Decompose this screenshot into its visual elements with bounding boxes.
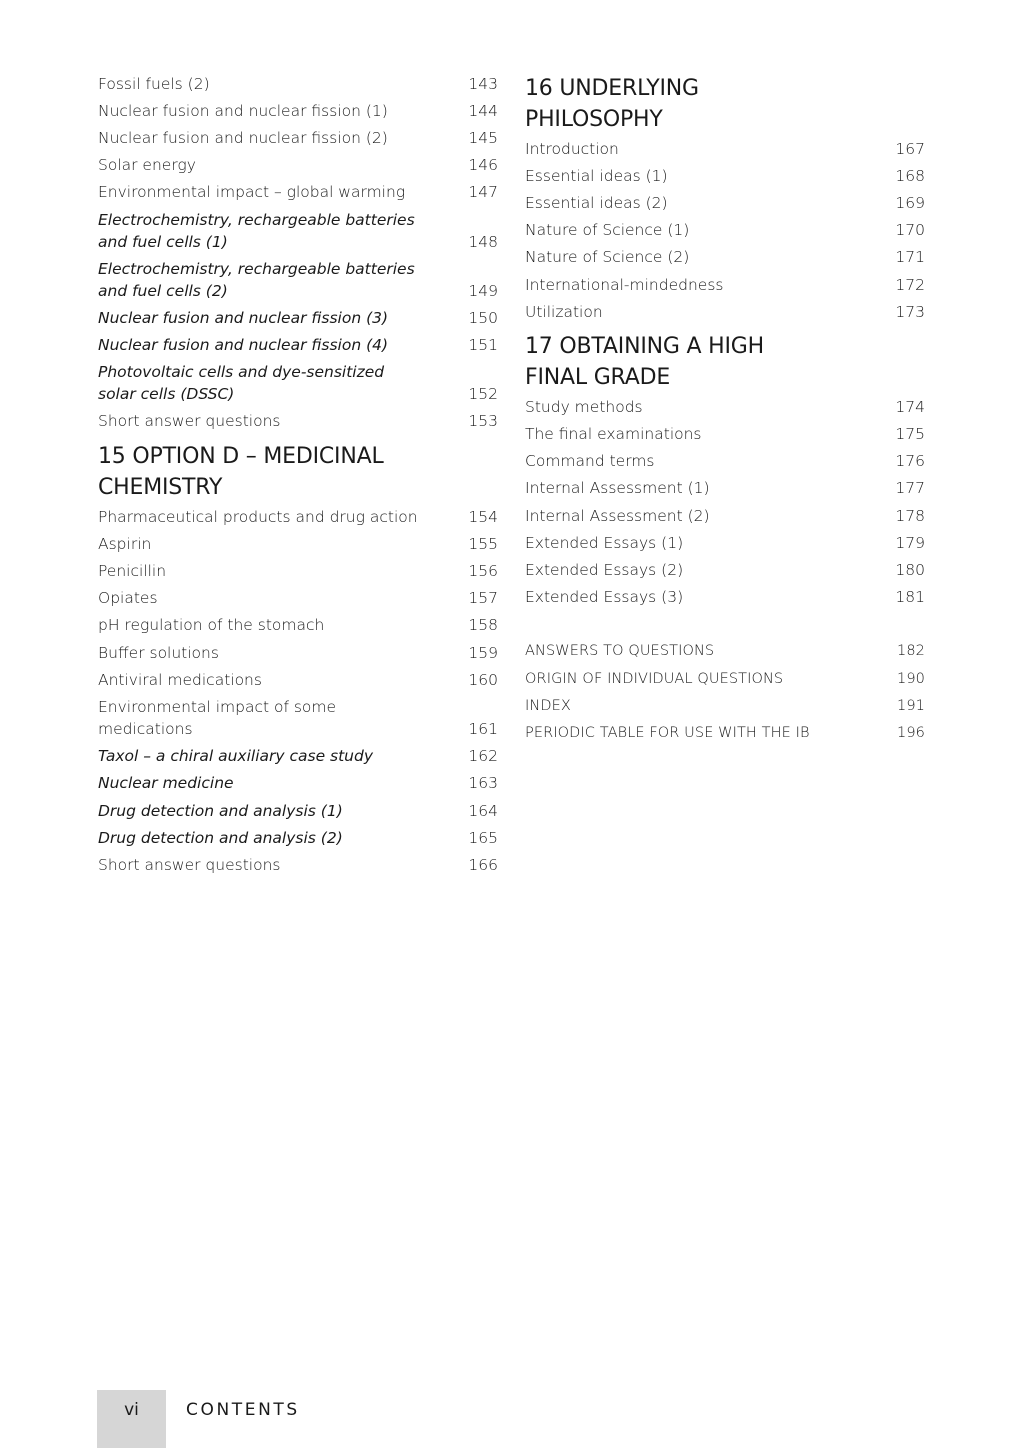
contents-right-column — [525, 70, 925, 747]
toc-entry-title: Nature of Science (1) — [525, 221, 690, 240]
toc-entry-title: Extended Essays (2) — [525, 561, 684, 580]
toc-entry[interactable] — [525, 584, 925, 611]
section-spacer — [525, 611, 925, 638]
toc-entry-page: 149 — [468, 281, 498, 300]
toc-entry[interactable] — [98, 152, 498, 179]
toc-entry-page: 175 — [895, 425, 925, 444]
toc-entry[interactable] — [98, 70, 498, 97]
toc-entry-page: 164 — [468, 801, 498, 820]
toc-entry-title: Buffer solutions — [98, 643, 219, 662]
toc-entry-title: Nuclear medicine — [98, 774, 234, 793]
toc-entry-title: Short answer questions — [98, 855, 281, 874]
toc-entry-page: 143 — [468, 74, 498, 93]
section-heading-16[interactable]: 16 UNDERLYING PHILOSOPHY — [525, 76, 699, 132]
toc-entry-page: 176 — [895, 452, 925, 471]
toc-entry-title: Extended Essays (1) — [525, 533, 684, 552]
toc-entry-page: 169 — [895, 193, 925, 212]
toc-entry-page: 167 — [895, 139, 925, 158]
toc-entry-back-matter[interactable] — [525, 638, 925, 665]
toc-entry-page: 151 — [468, 336, 498, 355]
toc-entry-title: The final examinations — [525, 425, 702, 444]
toc-entry[interactable] — [98, 743, 498, 770]
toc-entry[interactable] — [98, 206, 498, 255]
toc-entry-title: Solar energy — [98, 156, 196, 175]
toc-entry-page: 166 — [468, 855, 498, 874]
toc-entry-title: Drug detection and analysis (2) — [98, 828, 343, 847]
toc-entry[interactable] — [98, 530, 498, 557]
section-heading-15[interactable]: 15 OPTION D – MEDICINAL CHEMISTRY — [98, 444, 384, 501]
toc-entry-title: Extended Essays (3) — [525, 588, 684, 607]
toc-entry-title: ANSWERS TO QUESTIONS — [525, 643, 715, 660]
toc-entry-title: Electrochemistry, rechargeable batteries and fuel cells (2) — [98, 259, 415, 300]
toc-entry-title: PERIODIC TABLE FOR USE WITH THE IB — [525, 724, 810, 741]
toc-entry-title: INDEX — [525, 697, 571, 714]
toc-entry[interactable] — [98, 585, 498, 612]
toc-entry-back-matter[interactable] — [525, 719, 925, 746]
toc-entry-page: 173 — [895, 302, 925, 321]
toc-entry[interactable] — [525, 189, 925, 216]
toc-entry-page: 181 — [895, 588, 925, 607]
toc-entry-title: Utilization — [525, 302, 603, 321]
toc-entry-title: Antiviral medications — [98, 670, 262, 689]
toc-entry[interactable] — [98, 693, 498, 742]
toc-entry-page: 190 — [897, 670, 925, 687]
toc-entry[interactable] — [98, 851, 498, 878]
toc-entry-page: 153 — [468, 412, 498, 431]
toc-entry[interactable] — [98, 639, 498, 666]
toc-entry[interactable] — [98, 770, 498, 797]
toc-entry-title: Nuclear fusion and nuclear fission (1) — [98, 101, 388, 120]
toc-entry-page: 145 — [468, 128, 498, 147]
contents-left-column — [98, 70, 498, 879]
toc-entry-page: 154 — [468, 507, 498, 526]
toc-entry-page: 144 — [468, 101, 498, 120]
toc-entry[interactable] — [98, 797, 498, 824]
toc-entry-title: Short answer questions — [98, 412, 281, 431]
toc-entry-page: 148 — [468, 232, 498, 251]
toc-entry[interactable] — [525, 244, 925, 271]
toc-entry-page: 191 — [897, 697, 925, 714]
toc-entry-back-matter[interactable] — [525, 692, 925, 719]
toc-entry[interactable] — [525, 162, 925, 189]
toc-entry[interactable] — [98, 666, 498, 693]
toc-entry[interactable] — [98, 255, 498, 304]
toc-entry-title: Fossil fuels (2) — [98, 74, 210, 93]
toc-entry-title: Environmental impact of some medications — [98, 697, 337, 738]
toc-entry-page: 196 — [897, 724, 925, 741]
toc-entry-title: Essential ideas (2) — [525, 193, 668, 212]
toc-entry-page: 159 — [468, 643, 498, 662]
toc-entry-page: 158 — [468, 616, 498, 635]
toc-entry-title: Nature of Science (2) — [525, 248, 690, 267]
toc-entry-page: 163 — [468, 774, 498, 793]
toc-entry-page: 168 — [895, 166, 925, 185]
toc-entry[interactable] — [525, 135, 925, 162]
toc-entry-page: 162 — [468, 747, 498, 766]
toc-entry[interactable] — [98, 97, 498, 124]
toc-entry-title: Internal Assessment (1) — [525, 479, 710, 498]
toc-entry[interactable] — [525, 421, 925, 448]
footer-page-number: vi — [124, 1400, 139, 1420]
toc-entry-page: 177 — [895, 479, 925, 498]
toc-entry-page: 165 — [468, 828, 498, 847]
toc-entry-title: Drug detection and analysis (1) — [98, 801, 343, 820]
toc-entry-title: Penicillin — [98, 562, 167, 581]
footer-section-label: CONTENTS — [186, 1400, 300, 1420]
toc-entry[interactable] — [525, 529, 925, 556]
toc-entry[interactable] — [525, 502, 925, 529]
toc-entry-title: Nuclear fusion and nuclear fission (3) — [98, 308, 389, 327]
toc-entry-title: Taxol – a chiral auxiliary case study — [98, 747, 374, 766]
toc-entry[interactable] — [98, 179, 498, 206]
toc-entry[interactable] — [525, 393, 925, 420]
toc-entry[interactable] — [525, 217, 925, 244]
toc-entry-page: 172 — [895, 275, 925, 294]
toc-entry-page: 174 — [895, 397, 925, 416]
toc-entry-page: 178 — [895, 506, 925, 525]
toc-entry-title: Aspirin — [98, 534, 152, 553]
toc-entry-title: Introduction — [525, 139, 619, 158]
toc-entry[interactable] — [98, 612, 498, 639]
toc-entry-page: 170 — [895, 221, 925, 240]
toc-entry-page: 179 — [895, 533, 925, 552]
toc-entry[interactable] — [525, 475, 925, 502]
toc-entry-title: Photovoltaic cells and dye-sensitized solar cells (DSSC) — [98, 363, 385, 404]
toc-entry-title: Nuclear fusion and nuclear fission (4) — [98, 336, 389, 355]
toc-entry-title: Pharmaceutical products and drug action — [98, 507, 418, 526]
toc-entry-page: 150 — [468, 308, 498, 327]
toc-entry[interactable] — [98, 503, 498, 530]
toc-entry-title: Command terms — [525, 452, 655, 471]
toc-entry-page: 146 — [468, 156, 498, 175]
toc-entry-title: Environmental impact – global warming — [98, 183, 406, 202]
toc-entry-page: 182 — [897, 643, 925, 660]
toc-entry-back-matter[interactable] — [525, 665, 925, 692]
toc-entry[interactable] — [98, 359, 498, 408]
toc-entry-page: 156 — [468, 562, 498, 581]
toc-entry-page: 160 — [468, 670, 498, 689]
toc-entry-page: 161 — [468, 719, 498, 738]
toc-entry[interactable] — [525, 271, 925, 298]
toc-entry-title: Nuclear fusion and nuclear fission (2) — [98, 128, 388, 147]
toc-entry[interactable] — [98, 557, 498, 584]
toc-entry[interactable] — [98, 124, 498, 151]
toc-entry[interactable] — [525, 448, 925, 475]
toc-entry-page: 152 — [468, 385, 498, 404]
section-heading-17[interactable]: 17 OBTAINING A HIGH FINAL GRADE — [525, 334, 764, 391]
toc-entry-title: Electrochemistry, rechargeable batteries and fuel cells (1) — [98, 210, 415, 251]
toc-entry-title: pH regulation of the stomach — [98, 616, 325, 635]
toc-entry-page: 180 — [895, 561, 925, 580]
toc-entry-title: International-mindedness — [525, 275, 724, 294]
toc-entry-title: Essential ideas (1) — [525, 166, 668, 185]
toc-entry-page: 147 — [468, 183, 498, 202]
toc-entry[interactable] — [98, 304, 498, 331]
toc-entry[interactable] — [98, 408, 498, 435]
toc-entry[interactable] — [525, 556, 925, 583]
toc-entry-title: ORIGIN OF INDIVIDUAL QUESTIONS — [525, 670, 784, 687]
toc-entry[interactable] — [98, 824, 498, 851]
toc-entry-title: Opiates — [98, 589, 158, 608]
toc-entry-title: Study methods — [525, 397, 643, 416]
toc-entry-page: 171 — [895, 248, 925, 267]
toc-entry-page: 157 — [468, 589, 498, 608]
toc-entry-page: 155 — [468, 534, 498, 553]
toc-entry[interactable] — [98, 332, 498, 359]
toc-entry-title: Internal Assessment (2) — [525, 506, 710, 525]
toc-entry[interactable] — [525, 298, 925, 325]
